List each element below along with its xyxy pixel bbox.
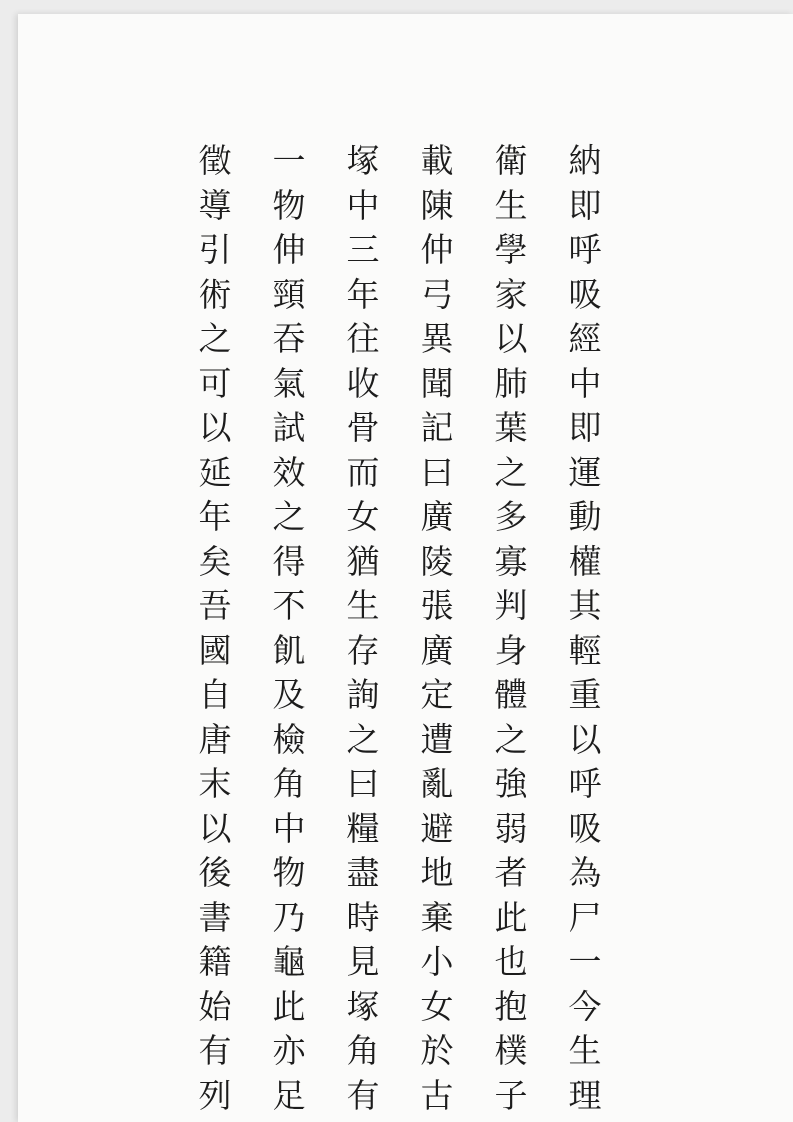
book-page xyxy=(18,14,793,1122)
text-column-5: 一物伸頸吞氣試效之得不飢及檢角中物乃龜此亦足 xyxy=(272,141,306,1115)
text-column-6: 徵導引術之可以延年矣吾國自唐末以後書籍始有列 xyxy=(198,141,232,1115)
text-column-3: 載陳仲弓異聞記曰廣陵張廣定遭亂避地棄小女於古 xyxy=(420,141,454,1115)
text-column-2: 衛生學家以肺葉之多寡判身體之強弱者此也抱樸子 xyxy=(494,141,528,1115)
text-column-1: 納即呼吸經中即運動權其輕重以呼吸為尸一今生理 xyxy=(568,141,602,1115)
text-column-4: 塚中三年往收骨而女猶生存詢之曰糧盡時見塚角有 xyxy=(346,141,380,1115)
text-columns xyxy=(192,139,608,1118)
